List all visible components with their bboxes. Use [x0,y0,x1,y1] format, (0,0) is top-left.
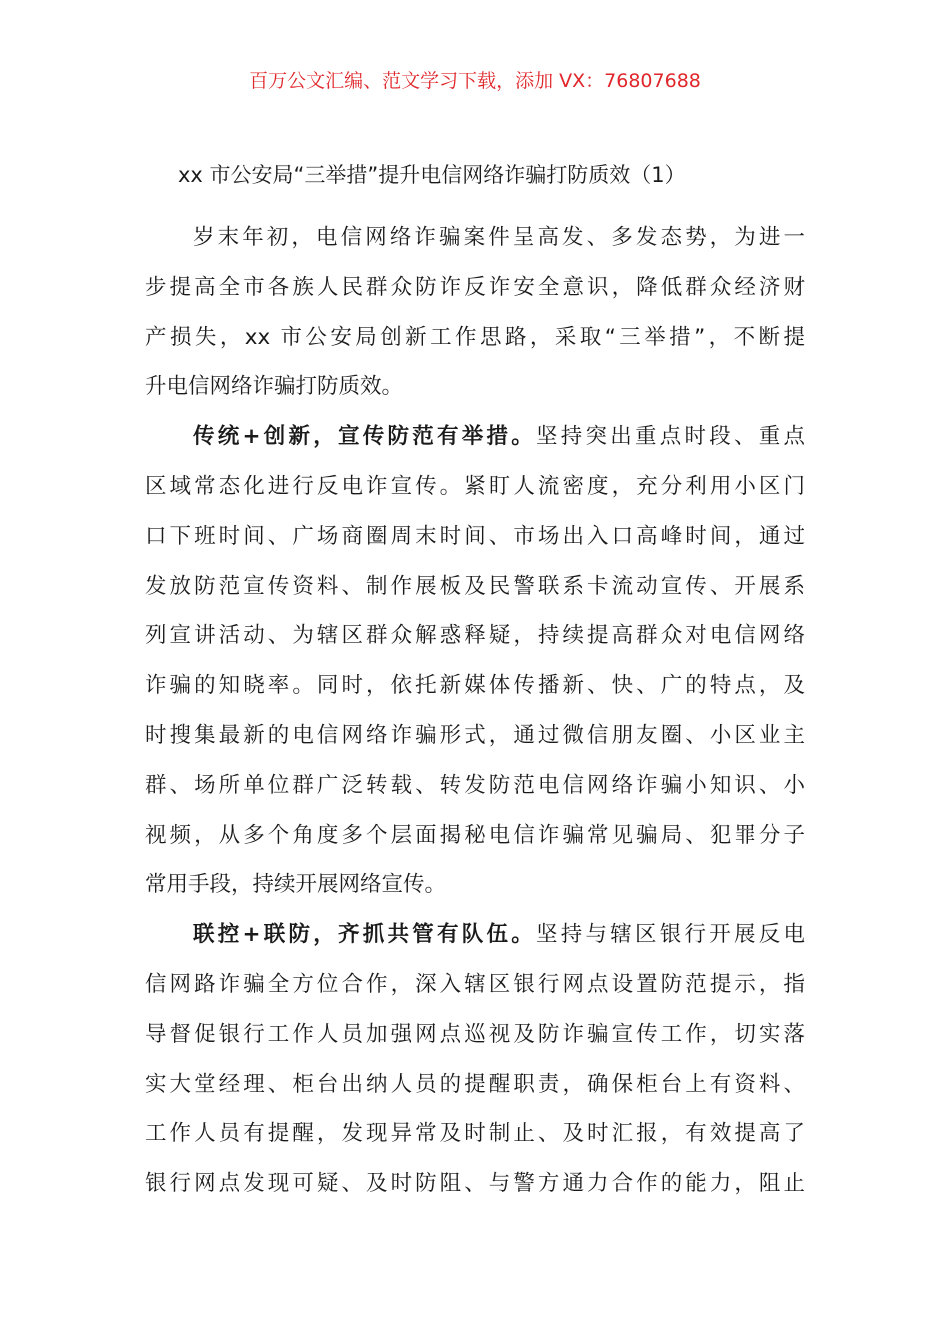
paragraph-publicity [145,421,805,919]
text-line: 实大堂经理、柜台出纳人员的提醒职责，确保柜台上有资料、 [145,1071,805,1097]
text-line: 步提高全市各族人民群众防诈反诈安全意识，降低群众经济财 [145,274,805,300]
text-line: 工作人员有提醒，发现异常及时制止、及时汇报，有效提高了 [145,1121,805,1147]
document-body [145,222,805,1218]
text-line [145,421,805,471]
text-line: 岁末年初，电信网络诈骗案件呈高发、多发态势，为进一 [193,225,805,250]
text-line: 口下班时间、广场商圈周末时间、市场出入口高峰时间，通过 [145,523,805,549]
text-line: 升电信网络诈骗打防质效。 [145,374,404,400]
text-line [145,919,805,969]
paragraph-heading: 传统+创新，宣传防范有举措。 [193,424,536,450]
text-line: 发放防范宣传资料、制作展板及民警联系卡流动宣传、开展系 [145,573,805,599]
text-line: 时搜集最新的电信网络诈骗形式，通过微信朋友圈、小区业主 [145,722,805,748]
watermark-header: 百万公文汇编、范文学习下载，添加 VX：76807688 [249,70,701,92]
text-line: 群、场所单位群广泛转载、转发防范电信网络诈骗小知识、小 [145,772,805,798]
paragraph-joint-control [145,919,805,1218]
text-line: 产损失，xx 市公安局创新工作思路，采取“三举措”，不断提 [145,324,805,350]
text-span: 坚持突出重点时段、重点 [536,424,805,450]
document-title: xx 市公安局“三举措”提升电信网络诈骗打防质效（1） [178,163,686,187]
text-span: 坚持与辖区银行开展反电 [536,922,805,948]
text-line: 常用手段，持续开展网络宣传。 [145,872,447,898]
paragraph-intro [145,222,805,421]
text-line: 银行网点发现可疑、及时防阻、与警方通力合作的能力，阻止 [145,1171,805,1197]
text-line: 信网路诈骗全方位合作，深入辖区银行网点设置防范提示，指 [145,971,805,997]
paragraph-heading: 联控+联防，齐抓共管有队伍。 [193,922,536,948]
text-line: 视频，从多个角度多个层面揭秘电信诈骗常见骗局、犯罪分子 [145,822,805,848]
text-line: 导督促银行工作人员加强网点巡视及防诈骗宣传工作，切实落 [145,1021,805,1047]
text-line: 列宣讲活动、为辖区群众解惑释疑，持续提高群众对电信网络 [145,623,805,649]
text-line: 区域常态化进行反电诈宣传。紧盯人流密度，充分利用小区门 [145,473,805,499]
text-line: 诈骗的知晓率。同时，依托新媒体传播新、快、广的特点，及 [145,673,805,699]
